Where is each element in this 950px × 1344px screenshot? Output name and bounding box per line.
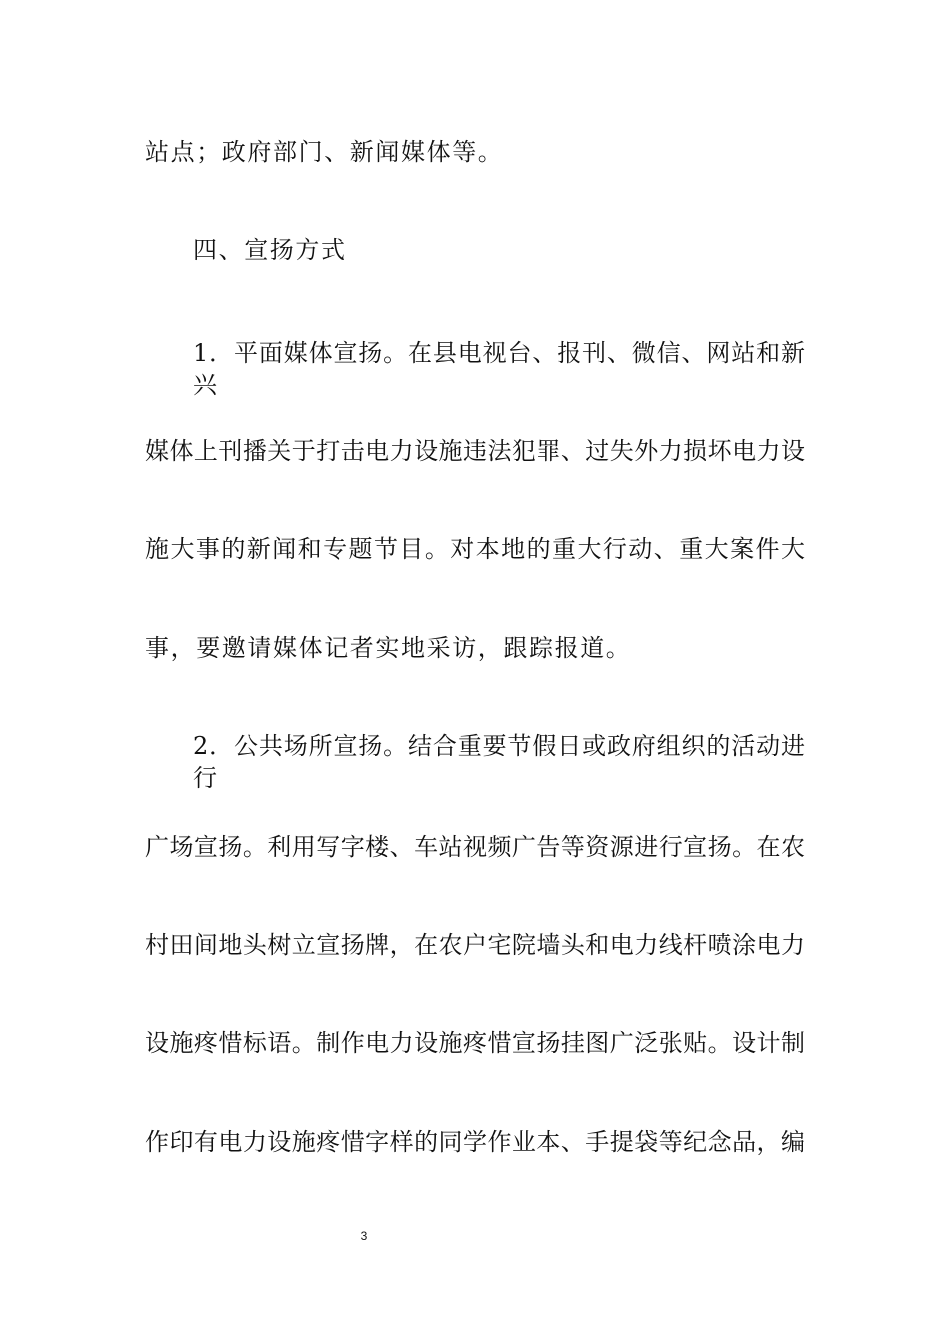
paragraph-line-continuation: 站点；政府部门、新闻媒体等。 bbox=[145, 138, 504, 166]
paragraph-line: 2．公共场所宣扬。结合重要节假日或政府组织的活动进行 bbox=[193, 732, 805, 792]
paragraph-line: 媒体上刊播关于打击电力设施违法犯罪、过失外力损坏电力设 bbox=[145, 437, 805, 465]
paragraph-line: 村田间地头树立宣扬牌，在农户宅院墙头和电力线杆喷涂电力 bbox=[145, 931, 805, 959]
paragraph-line: 1．平面媒体宣扬。在县电视台、报刊、微信、网站和新兴 bbox=[193, 339, 805, 399]
paragraph-line: 施大事的新闻和专题节目。对本地的重大行动、重大案件大 bbox=[145, 535, 805, 563]
page-number: 3 bbox=[360, 1229, 368, 1243]
paragraph-line: 事，要邀请媒体记者实地采访，跟踪报道。 bbox=[145, 634, 632, 662]
paragraph-line: 广场宣扬。利用写字楼、车站视频广告等资源进行宣扬。在农 bbox=[145, 833, 805, 861]
paragraph-line: 设施疼惜标语。制作电力设施疼惜宣扬挂图广泛张贴。设计制 bbox=[145, 1029, 805, 1057]
section-heading: 四、宣扬方式 bbox=[193, 236, 347, 264]
paragraph-line: 作印有电力设施疼惜字样的同学作业本、手提袋等纪念品，编 bbox=[145, 1128, 805, 1156]
